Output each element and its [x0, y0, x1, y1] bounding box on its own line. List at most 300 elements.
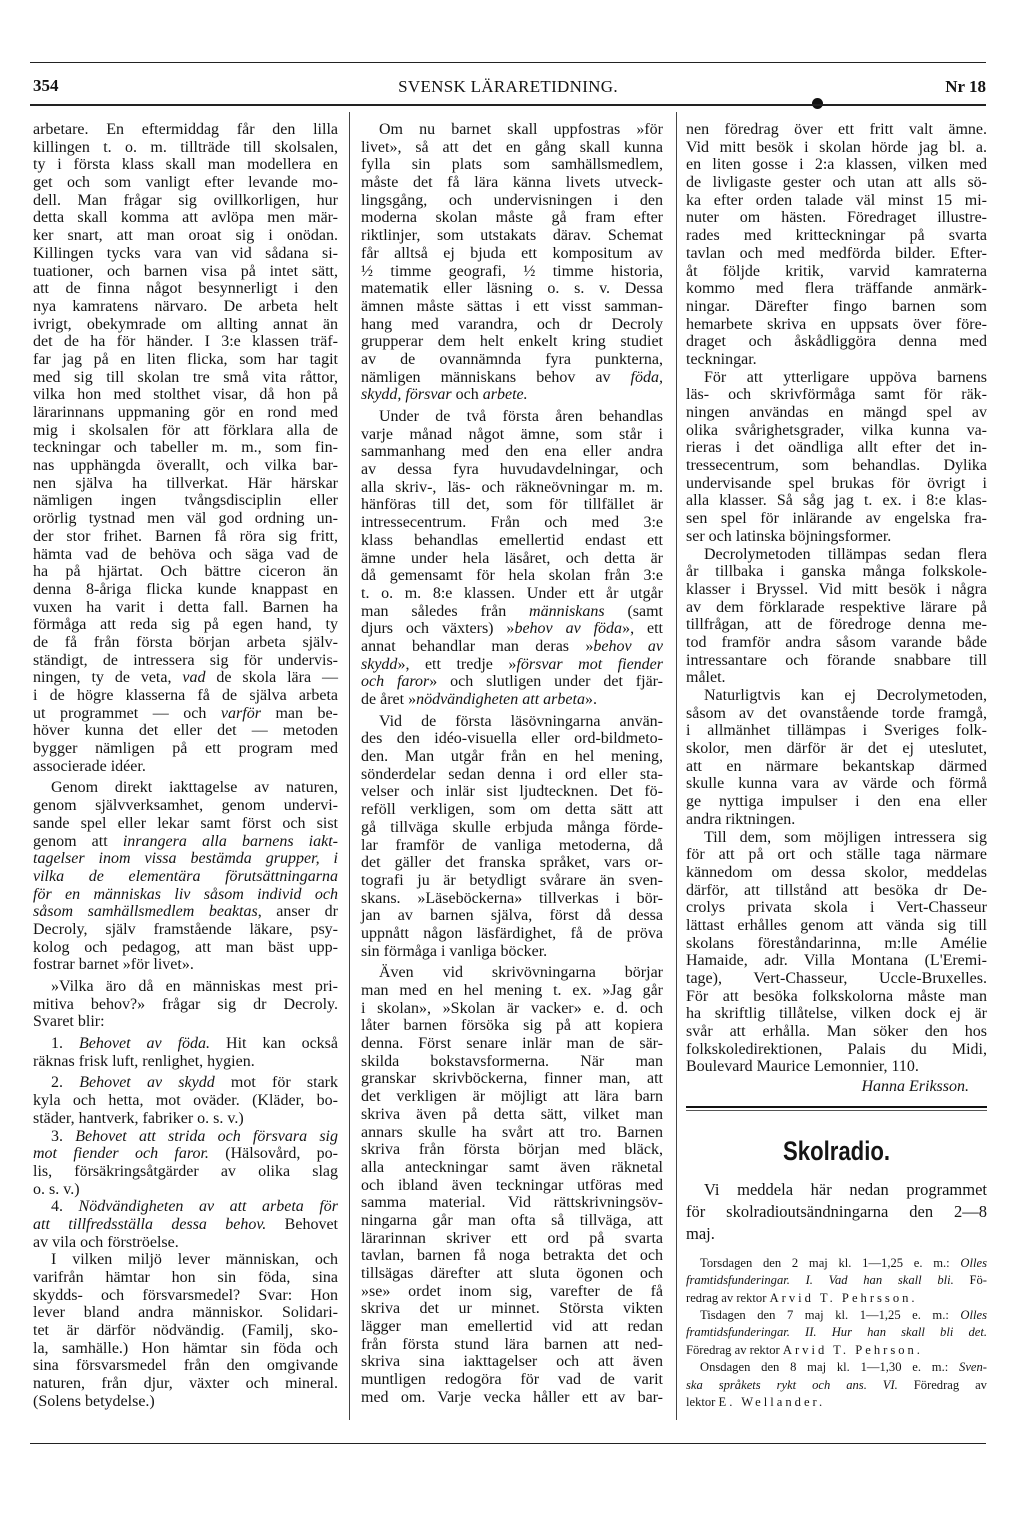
text-line: tografi ju är betydligt svårare än sven- [361, 871, 663, 889]
text-line: Om nu barnet skall uppfostras »för [379, 121, 663, 138]
text-line: Även vid skrivövningarna börjar [379, 964, 663, 982]
text-line: mitiva behov?» frågar sig dr Decroly. [33, 995, 338, 1013]
text-line: ningen användas en mängd spel av [686, 404, 987, 421]
text-line: Hamaide, adr. Villa Montana (L'Eremi- [686, 952, 987, 970]
paragraph [33, 978, 338, 1031]
text-line: vuxen ha varit i detta fall. Barnen ha [33, 598, 338, 616]
text-run: » och slutligen under det fjär- [429, 673, 664, 691]
text-line [33, 850, 338, 868]
text-line: Under de två första åren behandlas [379, 408, 663, 425]
paragraph [361, 713, 663, 961]
text-run: genom att [33, 832, 123, 850]
text-line: naturen, från djur, växter och mineral. [33, 1375, 338, 1393]
section-double-rule [686, 1106, 987, 1111]
text-line: nen själva ha tillverkat. Här härskar [33, 474, 338, 492]
text-line: Vid de första läsövningarna använ- [379, 712, 663, 730]
text-line: far jag på en liten flicka, som har tagit [33, 350, 338, 368]
text-line: detta skall komma att avlöpa men mär- [33, 209, 338, 227]
text-line: intressantare och förande snabbare till [686, 651, 987, 669]
text-line: varje månad något ämne, som står i [361, 425, 663, 443]
text-run: mot för stark [214, 1074, 338, 1092]
text-line: räknas frisk luft, renlighet, hygien. [33, 1052, 255, 1070]
text-line: ty i första klass skall man modellera en [33, 156, 338, 174]
text-line [686, 1359, 987, 1376]
text-line: draget och åskådliggöra denna med [686, 333, 987, 351]
text-line: ständigt, de intressera sig för undervis- [33, 651, 338, 669]
text-line: rades med kritteckningar på svarta [686, 227, 987, 245]
text-line: teckningar och tabeller m. m., som fin- [33, 439, 338, 457]
text-line: genom självverksamhet, genom undervi- [33, 797, 338, 815]
text-line: maj. [686, 1223, 715, 1243]
text-line: det de ha för händer. I 3:e klassen träf- [33, 333, 338, 351]
text-line: Decroly, själv framstående läkare, psy- [33, 920, 338, 938]
text-line [33, 1198, 338, 1216]
text-line: för att på ort och ställe taga närmare [686, 846, 987, 864]
text-line: reföll verkligen, som om detta sätt att [361, 801, 663, 819]
text-line: skulle kunna vara av värde och förmå [686, 775, 987, 793]
text-line: med om. Varje vecka håller ett av bar- [361, 1388, 663, 1406]
text-line: att en närmare bekantskap därmed [686, 757, 987, 775]
text-line: ker snart, att man oroat sig i onödan. [33, 227, 338, 245]
article-column-2 [361, 121, 663, 1407]
italic-run: Olles [960, 1308, 987, 1322]
text-run: Hit kan också [210, 1035, 339, 1053]
text-line: la, samhälle.) Hon hämtar sin föda och [33, 1339, 338, 1357]
text-run: », ett tredje » [397, 655, 517, 673]
text-line [361, 691, 663, 709]
text-line: skolans föreståndarinna, m:lle Amélie [686, 934, 987, 952]
bottom-rule [30, 1443, 986, 1444]
text-line: ämnen måste sättas i ett visst samman- [361, 297, 663, 315]
text-line: velser och inlär sist ljudtecknen. Det fö- [361, 783, 663, 801]
text-line: höver kunna det eller det — metoden [33, 722, 338, 740]
text-line [33, 886, 338, 904]
text-line: och ibland även teckningar utföras med [361, 1176, 663, 1194]
spaced-name: Arvid T. Pehrsson. [769, 1290, 918, 1305]
text-line: tressecentrum, som behandlas. Dylika [686, 457, 987, 475]
italic-run: Behovet av skydd [79, 1074, 215, 1092]
text-line [361, 620, 663, 638]
text-line: de få från första början arbeta själv- [33, 633, 338, 651]
spaced-name: Arvid T. Pehrson. [782, 1342, 923, 1357]
text-line: alla anteckningar samt även räknetal [361, 1158, 663, 1176]
text-line: måste det få lära känna livets utveck- [361, 174, 663, 192]
text-line: varifrån hämtar hon sin föda, sina [33, 1269, 338, 1286]
text-run: annat behandlar man deras » [361, 637, 594, 655]
text-line [686, 1324, 987, 1341]
text-line: skriva det ur minnet. Största vikten [361, 1300, 663, 1318]
text-line: tod framför andra såsom varande både [686, 633, 987, 651]
text-line [686, 1394, 987, 1411]
text-line: granskar skrivböckerna, finner man, att [361, 1070, 663, 1088]
text-line: dell. Man frågar sig ovillkorligen, hur [33, 191, 338, 209]
italic-run: Nödvändigheten av att arbeta för [78, 1198, 339, 1216]
text-line: intressecentrum. Från och med 3:e [361, 514, 663, 532]
text-line: åt följde kritik, varvid kamraterna [686, 262, 987, 280]
text-line: teckningar. [686, 350, 757, 368]
italic-run: vad [182, 669, 206, 687]
text-line: med sig till skolan tre små vita råttor, [33, 368, 338, 386]
text-line: låter barnen försöka sig på att kopiera [361, 1017, 663, 1035]
text-line: olika svårighetsgrader, vilka kunna va- [686, 421, 987, 439]
paragraph [686, 1179, 987, 1245]
paragraph [33, 1128, 338, 1199]
italic-run: varför [220, 704, 261, 722]
text-line [33, 1074, 338, 1092]
paragraph [686, 121, 987, 369]
text-line: de livligaste gester och utan att alls sö- [686, 174, 987, 192]
text-line: undervisande spel brukas för övrigt i [686, 474, 987, 492]
text-line: (Solens betydelse.) [33, 1392, 155, 1410]
text-line: ningarna går man ofta så tillväga, att [361, 1211, 663, 1229]
italic-run: framtidsfunderingar. I. Vad han skall bli. [686, 1273, 954, 1288]
text-run: de skola lära — [205, 669, 338, 687]
italic-run: inrangera alla barnens iakt- [122, 832, 339, 850]
page-number: 354 [33, 76, 59, 95]
text-line [361, 386, 663, 404]
text-line: För att ytterligare uppöva barnens [704, 368, 987, 386]
text-line: Till dem, som möjligen intressera sig [704, 828, 987, 846]
text-line: man med en hel mening t. ex. »Jag går [361, 982, 663, 999]
text-line: städer, hantverk, fabriker o. s. v.) [33, 1109, 244, 1127]
text-line: t. o. m. 8:e klassen. Under ett år utgår [361, 584, 663, 602]
paragraph [686, 546, 987, 688]
text-line: skolor, men därför är det ej uteslutet, [686, 740, 987, 758]
text-line [361, 638, 663, 656]
text-line: lingsgång, och undervisningen i den [361, 191, 663, 209]
text-line [361, 656, 663, 674]
text-line: associerade idéer. [33, 757, 146, 775]
text-line: skriva även på detta sätt, vilket man [361, 1105, 663, 1123]
italic-run: och faror [361, 673, 430, 691]
text-line: livet», så att det en gång skall kunna [361, 138, 663, 156]
text-line [33, 1035, 338, 1053]
text-line [361, 369, 663, 387]
text-line: Genom direkt iakttagelse av naturen, [51, 779, 338, 797]
text-run: lektor [686, 1394, 719, 1409]
text-line [686, 1272, 987, 1289]
article-column-1 [33, 121, 338, 1411]
text-line: sammanhang med den ena eller andra [361, 443, 663, 461]
text-line: lärarinnans uppmaning gör en rond med [33, 404, 338, 421]
text-line: »se» ordet inom sig, varefter de få [361, 1282, 663, 1300]
text-line: klass behandlas emellertid endast ett [361, 531, 663, 549]
text-line: sen spel för inlärande av engelska fra- [686, 510, 987, 528]
text-line: skans. »Läseböckerna» tillverkas i bör- [361, 889, 663, 907]
italic-run: arbete. [482, 386, 528, 404]
italic-run: behov av [593, 637, 663, 655]
text-line: andra riktningen. [686, 810, 796, 828]
text-line: Vi meddela här nedan programmet [704, 1179, 987, 1199]
paragraph [33, 1251, 338, 1410]
italic-run: föda, [630, 368, 663, 386]
italic-run: behov av föda [514, 620, 623, 638]
italic-run: vilka de elementära förutsättningarna [33, 867, 338, 885]
text-run: nämligen människans behov av [361, 368, 631, 386]
text-line [33, 868, 338, 886]
text-run: Torsdagen den 2 maj kl. 1—1,25 e. m.: [700, 1255, 961, 1270]
text-run: Föredrag av rektor [686, 1342, 783, 1357]
article-column-3-text [686, 121, 987, 1076]
text-line: fylla sin plats som samhällsmedlem, [361, 156, 663, 174]
paragraph [361, 121, 663, 404]
text-line: ämne under hela läsåret, och detta är [361, 549, 663, 567]
text-line: ka efter orden talade väl minst 15 mi- [686, 191, 987, 209]
text-line: av dem förklarade respektive lärare på [686, 598, 987, 616]
text-line: gå tillväga skulle erbjuda många förde- [361, 818, 663, 836]
text-line: ha skriftlig tillåtelse, vilken dock ej är [686, 1005, 987, 1023]
text-line: tage), Vert-Chasseur, Uccle-Bruxelles. [686, 970, 987, 987]
text-line: kyla och hetta, mot oväder. (Kläder, bo- [33, 1092, 338, 1110]
text-line: lar framför de vanliga metoderna, då [361, 836, 663, 854]
text-line: tet är därför nödvändig. (Familj, sko- [33, 1322, 338, 1340]
text-line [361, 673, 663, 691]
text-line: år tillbaka i ganska många folkskole- [686, 563, 987, 581]
text-line: bygger nämligen på ett program med [33, 740, 338, 758]
text-run: ». [584, 691, 597, 708]
text-line: moderna skolan måste gå fram efter [361, 209, 663, 227]
text-run: och [451, 386, 483, 404]
text-line: i skolan», »Skolan är vacker» e. d. och [361, 999, 663, 1017]
text-run: 2. [51, 1074, 80, 1092]
text-line: av dessa fyra huvudavdelningar, och [361, 461, 663, 479]
text-line: förmåga att reda sig på egen hand, ty [33, 616, 338, 634]
italic-run: för en människas liv såsom individ och [33, 885, 338, 903]
text-line: i allmänhet tillämpas i Sveriges folk- [686, 722, 987, 740]
text-line [33, 833, 338, 851]
text-line: folkskoledirektionen, Palais du Midi, [686, 1040, 987, 1058]
text-line: att de finna något besynnerligt i den [33, 280, 338, 298]
column-divider [676, 112, 677, 1420]
paragraph [33, 779, 338, 974]
text-line: nuter om hästen. Föredraget illustre- [686, 209, 987, 227]
paragraph [686, 829, 987, 1077]
text-line: tavlan, barnen få noga betrakta det och [361, 1247, 663, 1265]
paragraph [33, 121, 338, 775]
text-line: I vilken miljö lever människan, och [51, 1251, 338, 1269]
text-run: 4. [51, 1198, 79, 1216]
text-line: lis, försäkringsåtgärder av olika slag [33, 1162, 338, 1180]
skolradio-intro [686, 1179, 987, 1245]
text-line: arbetare. En eftermiddag får den lilla [33, 121, 338, 138]
header-rule [30, 104, 986, 106]
journal-title: SVENSK LÄRARETIDNING. [398, 77, 618, 96]
top-rule [30, 62, 986, 63]
text-line: För att besöka folkskolorna måste man [686, 987, 987, 1005]
paragraph [686, 1307, 987, 1359]
text-line [33, 1145, 338, 1163]
text-line: kommo med flera träffande anmärk- [686, 280, 987, 298]
text-line: skydds- och försvarsmedel? Svar: Hon [33, 1286, 338, 1304]
italic-run: såsom samhällsmedlem beaktas [33, 903, 258, 921]
column-divider [349, 112, 350, 1420]
skolradio-schedule [686, 1255, 987, 1412]
text-line [33, 705, 338, 723]
text-line: alla skriv-, läs- och räkneövningar m. m. [361, 478, 663, 496]
text-line: tillfrågan, att de föredroge denna me- [686, 616, 987, 634]
text-line: crolys privata skola i Vert-Chasseur [686, 899, 987, 917]
text-line: kännedom om dessa skolor, meddelas [686, 863, 987, 881]
text-line: der stor frihet. Barnen få röra sig fritt, [33, 527, 338, 545]
italic-run: Behovet av föda. [79, 1035, 211, 1053]
text-run: », ett [622, 620, 663, 638]
text-line: ge nyttiga impulser i den ena eller [686, 793, 987, 811]
text-line: får alltså ej bjuda ett kompositum av [361, 244, 663, 262]
text-line: skriva från första början med bläck, [361, 1141, 663, 1159]
text-line: lägger man emellertid vid att redan [361, 1318, 663, 1336]
text-run: (samt [604, 602, 663, 620]
text-line [361, 603, 663, 621]
text-run: ut programmet — och [33, 704, 221, 722]
text-line: tuationer, och barnen visa på intet sätt, [33, 262, 338, 280]
text-run: Föredrag av [897, 1377, 987, 1392]
text-line: hämta vad de behöva och säga vad de [33, 545, 338, 563]
text-line: killingen t. o. m. tillträde till skolsalen, [33, 138, 338, 156]
text-line: muntligen redogöra för vad de varit [361, 1371, 663, 1389]
italic-run: tagelser inom vissa bestämda grupper, i [33, 850, 338, 868]
text-line: av vila och förströelse. [33, 1233, 179, 1251]
text-line [33, 1128, 338, 1146]
text-line: kolog och pedagog, att man bäst upp- [33, 938, 338, 956]
italic-run: ska språkets rykt och ans. VI. [686, 1377, 898, 1392]
text-line [686, 1290, 987, 1307]
text-line: samma material. Vid rättskrivningsöv- [361, 1194, 663, 1212]
text-line: Naturligtvis kan ej Decrolymetoden, [704, 687, 987, 704]
text-line [33, 903, 338, 921]
text-line [686, 1255, 987, 1272]
text-line: denna. Först senare inlär man de sär- [361, 1035, 663, 1053]
text-line: sande spel eller lekar samt först och sist [33, 814, 338, 832]
text-line: av de ovannämnda fyra punkterna, [361, 350, 663, 368]
text-line: Boulevard Maurice Lemonnier, 110. [686, 1058, 919, 1076]
text-line: hang med varandra, och dr Decroly [361, 315, 663, 333]
text-run: Behovet [266, 1215, 338, 1233]
paragraph [33, 1074, 338, 1127]
paragraph [686, 1359, 987, 1411]
text-line: då gemensamt för hela skolan från 3:e [361, 567, 663, 585]
paragraph [33, 1198, 338, 1251]
italic-run: nödvändigheten att arbeta [416, 691, 585, 708]
italic-run: mot fiender och faror. [33, 1145, 209, 1163]
text-line: den. Man utgår från en hel mening, [361, 748, 663, 766]
text-line: ha på hjärtat. Och bättre ciceron än [33, 563, 338, 581]
text-line: skriva sina iakttagelser och att även [361, 1353, 663, 1371]
text-line: lättast erhålles genom att vända sig till [686, 916, 987, 934]
text-line: klasser i Bryssel. Vid mitt besök i några [686, 580, 987, 598]
italic-run: Behovet att strida och försvara sig [75, 1127, 339, 1145]
text-line: läs- och skrivförmåga samt för räk- [686, 386, 987, 404]
text-line: Svaret blir: [33, 1013, 105, 1031]
text-line: hemarbete skriva en uppsats över före- [686, 315, 987, 333]
text-line [33, 1216, 338, 1234]
italic-run: skydd [361, 655, 398, 673]
text-line: tillsägas därefter att sluta ögonen och [361, 1265, 663, 1282]
article-column-3 [686, 121, 987, 1411]
text-line: ½ timme geografi, ½ timme historia, [361, 262, 663, 280]
text-line: nya kamratens närvaro. De arbeta helt [33, 297, 338, 315]
text-line: nas upphängda överallt, och vilka bar- [33, 457, 338, 475]
paragraph [361, 408, 663, 709]
text-line: vilka hon med stolthet visar, då hon på [33, 386, 338, 404]
text-line: alla klasser. Så såg jag t. ex. i 8:e klas- [686, 492, 987, 510]
text-line: Killingen tycks vara van vid sådana si- [33, 244, 338, 262]
text-run: (Hälsovård, po- [208, 1145, 339, 1163]
paragraph [686, 369, 987, 546]
text-run: Onsdagen den 8 maj kl. 1—1,30 e. m.: [700, 1360, 960, 1375]
text-line: en liten gosse i 2:a klassen, vilken med [686, 156, 987, 174]
italic-run: skydd, försvar [361, 386, 452, 404]
italic-run: Sven- [959, 1360, 987, 1375]
italic-run: Olles [960, 1255, 987, 1270]
text-line: get och som vanligt efter levande mo- [33, 174, 338, 192]
text-line: sönderdelar sedan denna i ord eller sta- [361, 765, 663, 783]
text-line: därför, att tillstånd att besöka dr De- [686, 881, 987, 899]
text-line: det gäller det franska språket, vars or- [361, 854, 663, 872]
text-line: denna 8-åriga flicka kunde knappast en [33, 580, 338, 598]
text-line: jan av barnen själva, först då dessa [361, 907, 663, 925]
italic-run: framtidsfunderingar. II. Hur han skall bli det. [686, 1325, 987, 1340]
issue-number: Nr 18 [945, 77, 986, 96]
text-line: Decrolymetoden tillämpas sedan flera [704, 545, 987, 563]
text-run: Tisdagen den 7 maj kl. 1—1,25 e. m.: [700, 1308, 961, 1322]
text-line: ivrigt, obekymrade om allting annat än [33, 315, 338, 333]
text-line: det verkligen är möjligt att lära barn [361, 1088, 663, 1106]
text-line [33, 669, 338, 687]
text-line: för skolradioutsändningarna den 2—8 [686, 1201, 987, 1221]
paragraph [686, 687, 987, 829]
text-line: annars skulle ha svårt att tro. Barnen [361, 1123, 663, 1141]
text-run: ningen, ty de veta, [33, 669, 183, 687]
text-line: ningar. Därefter fingo barnen som [686, 297, 987, 315]
text-line: Vid mitt besök i skolan hörde jag bl. a. [686, 138, 987, 156]
text-line: såsom av det ovanstående torde framgå, [686, 704, 987, 722]
text-run: , anser dr [257, 903, 338, 921]
text-run: de året » [361, 691, 417, 708]
skolradio-heading: Skolradio. [782, 1135, 891, 1166]
text-line: rieras i det oändliga allt efter det in- [686, 439, 987, 457]
text-line: fostrar barnet »för livet». [33, 956, 194, 974]
text-run: djurs och växters) » [361, 620, 515, 638]
paragraph [33, 1035, 338, 1070]
italic-run: att tillfredsställa dessa behov. [33, 1215, 267, 1233]
text-line: riktlinjer, som utstakats därav. Schemat [361, 227, 663, 245]
text-line: i de högre klasserna få de själva arbeta [33, 687, 338, 704]
text-line: o. s. v.) [33, 1180, 80, 1198]
text-line: målet. [686, 669, 726, 687]
text-run: man således från [361, 602, 530, 620]
text-line: nen föredrag över ett fritt valt ämne. [686, 121, 987, 138]
text-line: orörlig tystnad men väl god ordning un- [33, 510, 338, 528]
text-run: redrag av rektor [686, 1290, 770, 1305]
text-run: Fö- [953, 1273, 987, 1288]
spaced-name: E. Wellander. [718, 1394, 826, 1409]
text-line: lärarinnan skriver ett ord på svarta [361, 1229, 663, 1247]
text-line: tavlan och med medförda bilder. Efter- [686, 244, 987, 262]
text-line [686, 1307, 987, 1324]
text-line: »Vilka äro då en människas mest pri- [51, 978, 338, 995]
text-run: 3. [51, 1127, 76, 1145]
text-run: 1. [51, 1035, 79, 1053]
paragraph [361, 964, 663, 1406]
text-line: grupperar dem helt enkelt kring studiet [361, 333, 663, 351]
text-line: sin förmåga i vanliga böcker. [361, 942, 548, 960]
author-signature: Hanna Eriksson. [861, 1078, 969, 1096]
text-line: nämligen ingen tvångsdisciplin eller [33, 492, 338, 510]
italic-run: försvar mot fiender [516, 655, 664, 673]
text-line: mig i skolsalen för att förklara alla de [33, 421, 338, 439]
text-line: svår att erhålla. Man söker den hos [686, 1023, 987, 1041]
text-run: man be- [260, 704, 338, 722]
